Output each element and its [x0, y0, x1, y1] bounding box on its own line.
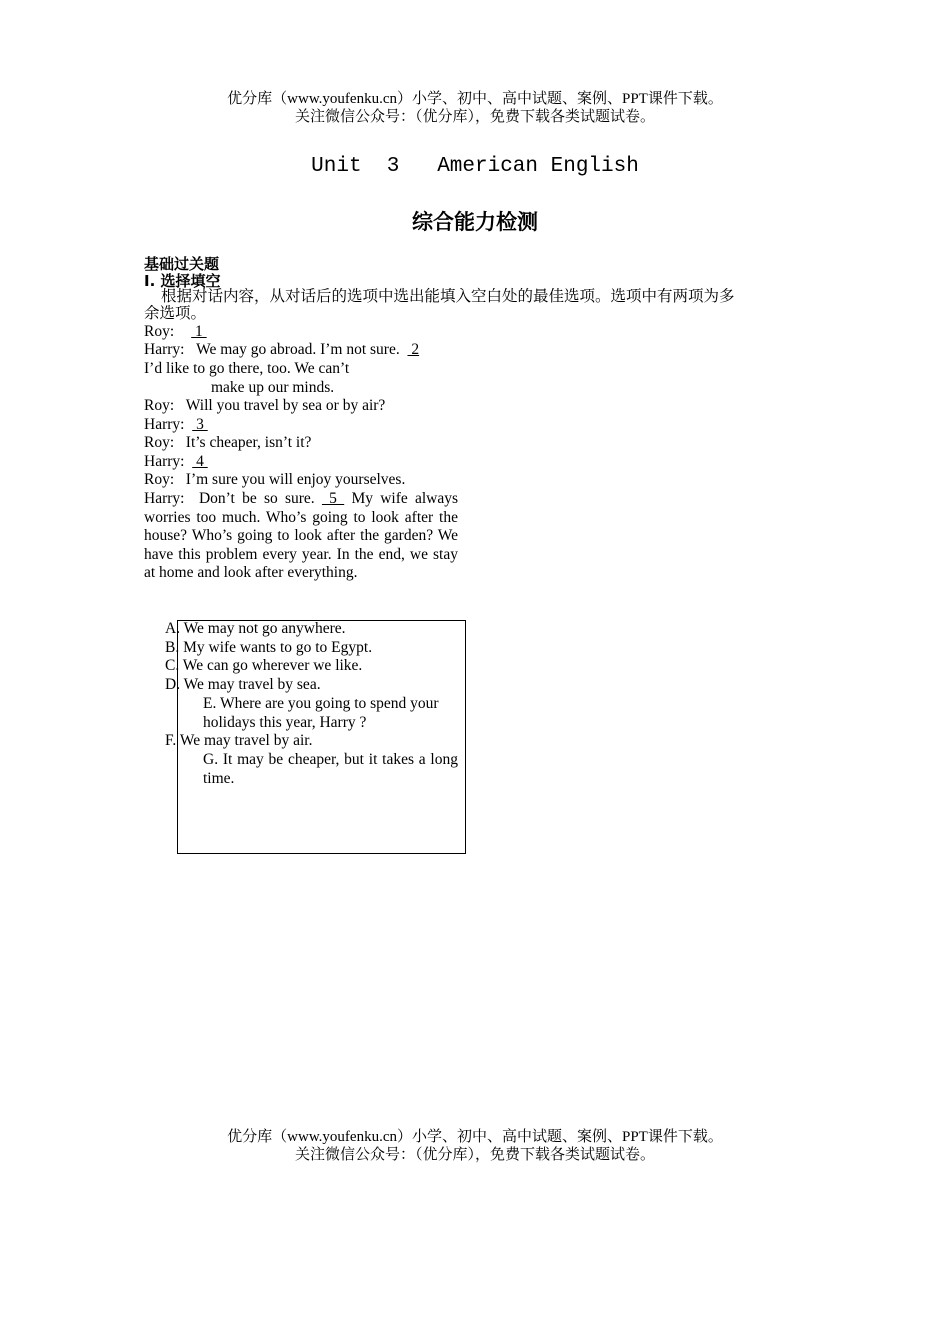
header-line-2: 关注微信公众号：（优分库），免费下载各类试题试卷。 [294, 109, 655, 125]
option-e: E. Where are you going to spend your holidays this year, Harry ? [203, 695, 439, 731]
answer-blank[interactable]: 1 [191, 323, 207, 340]
option-f: F. We may travel by air. [165, 732, 313, 749]
footer-line-1: 优分库（www.youfenku.cn）小学、初中、高中试题、案例、PPT课件下载。 [227, 1129, 723, 1145]
dialogue-line: Harry: 3 [144, 416, 208, 433]
dialogue-line: Roy: It’s cheaper, isn’t it? [144, 434, 312, 451]
dialogue-line: Roy: Will you travel by sea or by air? [144, 397, 386, 414]
dialogue-line: Harry: 4 [144, 453, 208, 470]
option-d: D. We may travel by sea. [165, 676, 321, 693]
header-line-1: 优分库（www.youfenku.cn）小学、初中、高中试题、案例、PPT课件下载。 [227, 91, 723, 107]
dialogue-line: Harry: We may go abroad. I’m not sure. 2 [144, 341, 420, 358]
option-a: A. We may not go anywhere. [165, 620, 346, 637]
dialogue-line: make up our minds. [211, 379, 335, 396]
answer-blank[interactable]: 3 [192, 416, 208, 433]
instructions: 根据对话内容，从对话后的选项中选出能填入空白处的最佳选项。选项中有两项为多余选项。 [144, 288, 735, 322]
footer-line-2: 关注微信公众号：（优分库），免费下载各类试题试卷。 [294, 1147, 655, 1163]
dialogue-line: Roy: 1 [144, 323, 207, 340]
dialogue-line: Roy: I’m sure you will enjoy yourselves. [144, 471, 406, 488]
answer-blank[interactable]: 2 [407, 341, 420, 358]
part-heading: I. 选择填空 [144, 272, 221, 290]
option-g: G. It may be cheaper, but it takes a long time. [203, 751, 458, 787]
option-c: C. We can go wherever we like. [165, 657, 363, 674]
option-b: B. My wife wants to go to Egypt. [165, 639, 373, 656]
answer-blank[interactable]: 4 [192, 453, 208, 470]
dialogue-paragraph: Harry: Don’t be so sure. 5 My wife always worries too much. Who’s going to look after the house? Who’s going to look after the garden? We have this problem every year. In the end, we stay at home and look after everything. [144, 490, 459, 582]
section-heading: 基础过关题 [144, 255, 220, 273]
page-subtitle: 综合能力检测 [412, 210, 538, 234]
page-title: Unit 3 American English [311, 155, 639, 178]
dialogue-line: I’d like to go there, too. We can’t [144, 360, 350, 377]
answer-blank[interactable]: 5 [321, 490, 345, 507]
